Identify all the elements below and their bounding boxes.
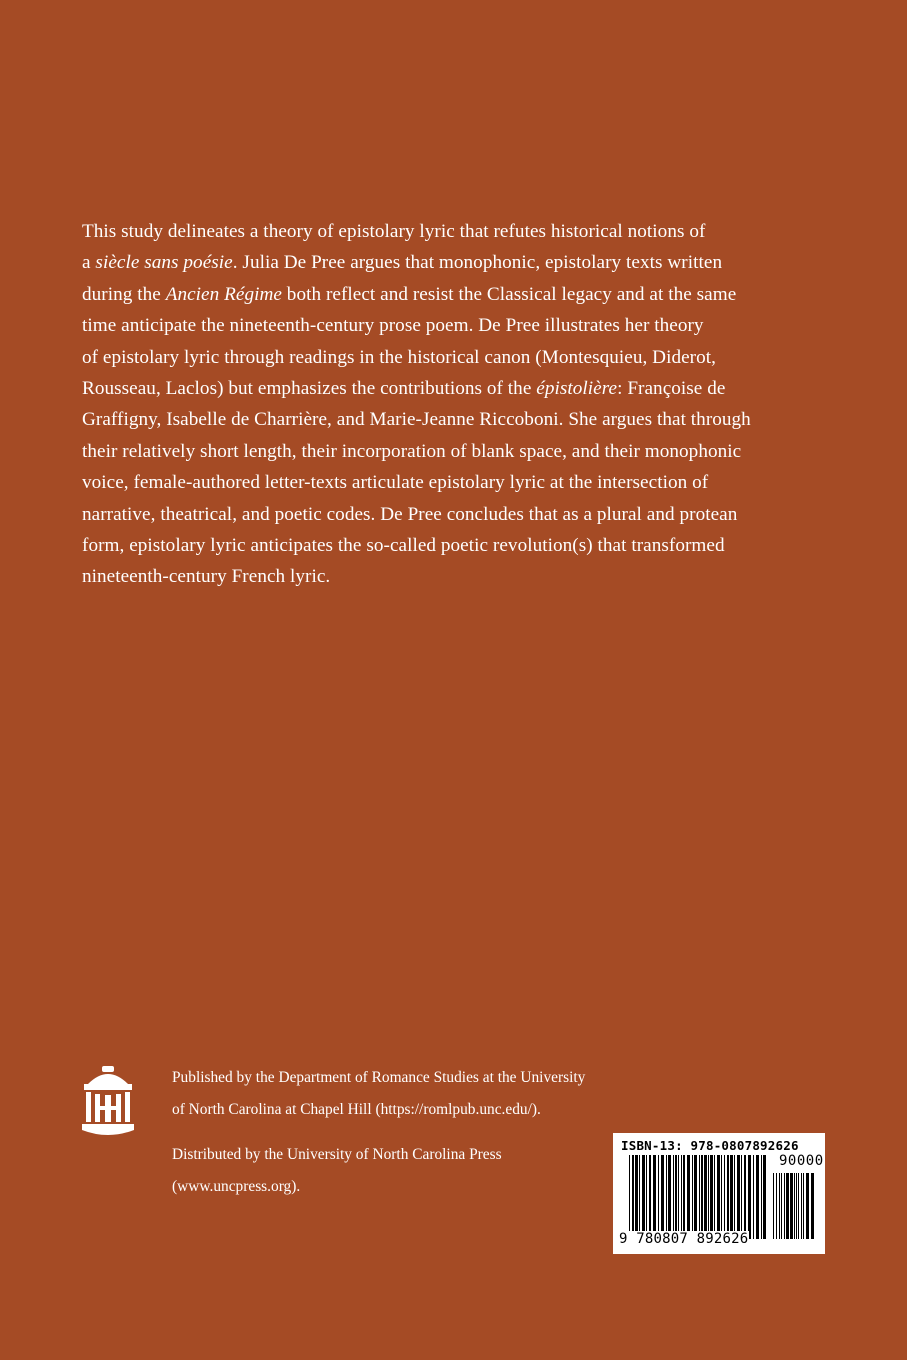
barcode-bar [784, 1173, 785, 1239]
blurb-line [82, 279, 822, 310]
blurb-text-run: narrative, theatrical, and poetic codes. De Pree concludes that as a plural and protean [82, 503, 738, 525]
barcode-bar [699, 1155, 700, 1239]
barcode-bar [678, 1155, 679, 1239]
blurb-italic-term: siècle sans poésie [95, 252, 233, 274]
barcode-bar [801, 1173, 802, 1239]
blurb-text-run: This study delineates a theory of epistolary lyric that refutes historical notions of [82, 221, 706, 242]
ean-barcode-bars [629, 1155, 767, 1239]
blurb-line [82, 216, 822, 247]
blurb-text-run: form, epistolary lyric anticipates the so-called poetic revolution(s) that transformed [82, 535, 725, 557]
barcode-bar [781, 1173, 782, 1239]
barcode-bar [701, 1155, 703, 1239]
barcode-bar [737, 1155, 740, 1239]
blurb-line [82, 247, 822, 278]
barcode-bar [741, 1155, 742, 1239]
blurb-text-run: : Françoise de [617, 378, 726, 400]
blurb-line [82, 404, 822, 435]
blurb-text-run: time anticipate the nineteenth-century prose poem. De Pree illustrates her theory [82, 315, 704, 337]
blurb-text-run: a [82, 252, 96, 274]
barcode-bar [661, 1155, 664, 1239]
barcode-bar [794, 1173, 795, 1239]
barcode-bar [681, 1155, 682, 1239]
barcode-bar [710, 1155, 713, 1239]
blurb-text-run: of epistolary lyric through readings in the historical canon (Montesquieu, Diderot, [82, 346, 716, 368]
blurb-line [82, 342, 822, 373]
barcode-bar [694, 1155, 697, 1239]
isbn-barcode [613, 1133, 825, 1254]
barcode-bar [811, 1173, 814, 1239]
barcode-bar [724, 1155, 725, 1239]
blurb-text-run: nineteenth-century French lyric. [82, 566, 331, 588]
blurb-text-run: Graffigny, Isabelle de Charrière, and Marie-Jeanne Riccoboni. She argues that through [82, 409, 751, 431]
barcode-bar [721, 1155, 722, 1239]
barcode-bar [717, 1155, 720, 1239]
barcode-bar [668, 1155, 671, 1239]
barcode-bar [635, 1155, 638, 1239]
blurb-line [82, 530, 822, 561]
blurb-line [82, 373, 822, 404]
barcode-bar [773, 1173, 774, 1239]
blurb-text-run: both reflect and resist the Classical legacy and at the same [281, 283, 737, 305]
barcode-bar [753, 1155, 754, 1239]
barcode-bar [779, 1173, 780, 1239]
blurb-line [82, 499, 822, 530]
barcode-bar [639, 1155, 640, 1239]
barcode-bar [704, 1155, 707, 1239]
barcode-bar [776, 1173, 777, 1239]
distributed-by-text: Distributed by the University of North Carolina Press (www.uncpress.org). [172, 1146, 502, 1195]
barcode-bar [730, 1155, 733, 1239]
blurb-text-run: their relatively short length, their incorporation of blank space, and their monophonic [82, 440, 742, 462]
ean-digits: 9 780807 892626 [619, 1231, 749, 1247]
barcode-bar [673, 1155, 674, 1239]
old-well-icon [80, 1066, 136, 1138]
blurb-text-run: voice, female-authored letter-texts articulate epistolary lyric at the intersection of [82, 472, 709, 494]
blurb-italic-term: Ancien Régime [165, 283, 282, 305]
addon-barcode-bars [773, 1173, 817, 1239]
barcode-bar [763, 1155, 766, 1239]
barcode-bar [806, 1173, 809, 1239]
barcode-bar [734, 1155, 735, 1239]
barcode-bar [798, 1173, 799, 1239]
blurb-line [82, 436, 822, 467]
publisher-imprint [172, 1062, 592, 1203]
blurb-line [82, 561, 822, 592]
barcode-bar [687, 1155, 690, 1239]
blurb-text-run: Rousseau, Laclos) but emphasizes the contributions of the [82, 378, 537, 400]
blurb-text-run: . Julia De Pree argues that monophonic, epistolary texts written [232, 252, 723, 274]
blurb-italic-term: épistolière [536, 378, 618, 400]
barcode-bar [786, 1173, 789, 1239]
barcode-bar [756, 1155, 759, 1239]
barcode-bar [692, 1155, 693, 1239]
barcode-bar [642, 1155, 645, 1239]
barcode-bar [675, 1155, 677, 1239]
barcode-bar [714, 1155, 715, 1239]
isbn-label: ISBN-13: 978-0807892626 [621, 1138, 799, 1153]
barcode-bar [646, 1155, 647, 1239]
published-by-text: Published by the Department of Romance Studies at the University of North Carolina at Chapel Hill (https://romlpub.unc.edu/). [172, 1069, 586, 1118]
barcode-bar [658, 1155, 659, 1239]
blurb-text-run: during the [82, 283, 166, 305]
blurb-line [82, 310, 822, 341]
barcode-bar [744, 1155, 746, 1239]
barcode-bar [790, 1173, 793, 1239]
barcode-bar [629, 1155, 630, 1239]
blurb-line [82, 467, 822, 498]
barcode-bar [761, 1155, 762, 1239]
barcode-bar [727, 1155, 729, 1239]
barcode-bar [803, 1173, 804, 1239]
barcode-bar [649, 1155, 651, 1239]
barcode-bar [748, 1155, 751, 1239]
back-cover-blurb [82, 216, 822, 593]
barcode-bar [708, 1155, 709, 1239]
barcode-bar [653, 1155, 656, 1239]
barcode-bar [683, 1155, 685, 1239]
price-addon-digits: 90000 [779, 1153, 824, 1169]
barcode-bar [666, 1155, 667, 1239]
barcode-bar [796, 1173, 797, 1239]
barcode-bar [632, 1155, 634, 1239]
